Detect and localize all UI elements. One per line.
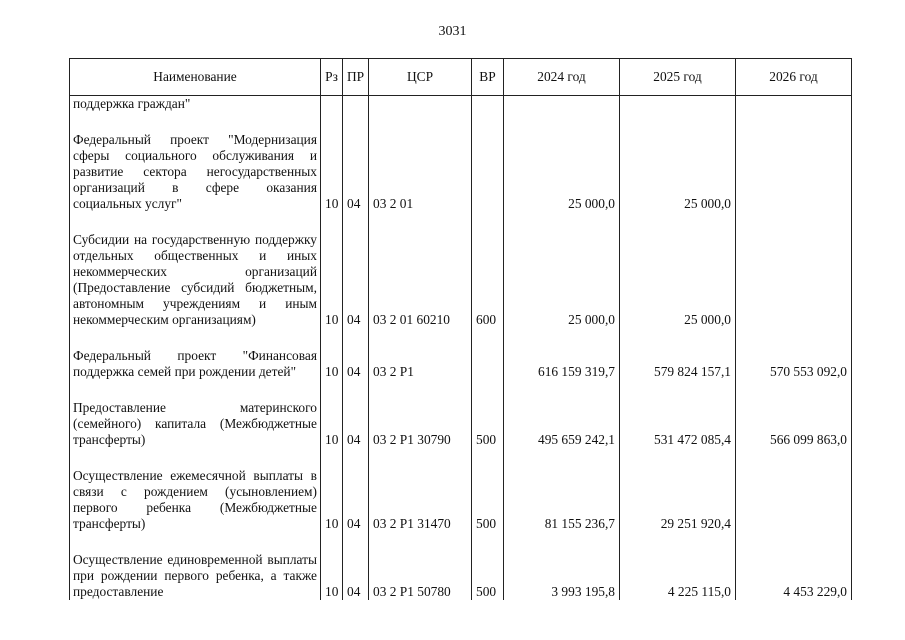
header-2024: 2024 год (504, 59, 620, 96)
row-vr (472, 348, 504, 380)
row-vr: 500 (472, 468, 504, 532)
row-pr: 04 (343, 132, 369, 212)
row-2025: 4 225 115,0 (620, 552, 736, 600)
row-csr: 03 2 01 60210 (369, 232, 472, 328)
row-name: поддержка граждан" (70, 96, 321, 113)
row-csr: 03 2 01 (369, 132, 472, 212)
header-csr: ЦСР (369, 59, 472, 96)
row-pr: 04 (343, 468, 369, 532)
row-rz: 10 (321, 348, 343, 380)
row-csr: 03 2 P1 31470 (369, 468, 472, 532)
row-2026 (736, 468, 852, 532)
row-2025: 531 472 085,4 (620, 400, 736, 448)
row-pr: 04 (343, 348, 369, 380)
header-2025: 2025 год (620, 59, 736, 96)
row-2025: 579 824 157,1 (620, 348, 736, 380)
row-pr: 04 (343, 552, 369, 600)
table-row (70, 348, 852, 380)
row-vr: 500 (472, 400, 504, 448)
row-2025: 25 000,0 (620, 132, 736, 212)
row-rz: 10 (321, 132, 343, 212)
header-vr: ВР (472, 59, 504, 96)
row-rz: 10 (321, 400, 343, 448)
row-rz: 10 (321, 468, 343, 532)
header-2026: 2026 год (736, 59, 852, 96)
row-rz: 10 (321, 552, 343, 600)
row-2024: 495 659 242,1 (504, 400, 620, 448)
table-body (70, 96, 852, 601)
row-2026: 4 453 229,0 (736, 552, 852, 600)
table-row (70, 552, 852, 600)
table-row (70, 400, 852, 448)
row-2026: 566 099 863,0 (736, 400, 852, 448)
page-number: 3031 (438, 24, 467, 39)
row-2026: 570 553 092,0 (736, 348, 852, 380)
row-csr: 03 2 P1 30790 (369, 400, 472, 448)
row-vr: 500 (472, 552, 504, 600)
header-name: Наименование (70, 59, 321, 96)
row-2024: 616 159 319,7 (504, 348, 620, 380)
row-name: Субсидии на государственную поддержку отдельных общественных и иных некоммерческих организаций (Предоставление субсидий бюджетным, автономным учреждениям и иным некоммерческим организациям) (70, 232, 321, 328)
header-pr: ПР (343, 59, 369, 96)
row-vr: 600 (472, 232, 504, 328)
row-pr: 04 (343, 232, 369, 328)
row-2024: 81 155 236,7 (504, 468, 620, 532)
row-name: Осуществление ежемесячной выплаты в связи с рождением (усыновлением) первого ребенка (Межбюджетные трансферты) (70, 468, 321, 532)
row-csr: 03 2 P1 (369, 348, 472, 380)
row-2025: 29 251 920,4 (620, 468, 736, 532)
row-csr: 03 2 P1 50780 (369, 552, 472, 600)
table-header (70, 59, 852, 96)
row-vr (472, 132, 504, 212)
header-rz: Рз (321, 59, 343, 96)
table-row-continuation (70, 96, 852, 113)
table-row (70, 468, 852, 532)
table-row (70, 232, 852, 328)
row-2026 (736, 232, 852, 328)
row-name: Федеральный проект "Финансовая поддержка семей при рождении детей" (70, 348, 321, 380)
row-2024: 25 000,0 (504, 132, 620, 212)
row-2024: 25 000,0 (504, 232, 620, 328)
row-rz: 10 (321, 232, 343, 328)
budget-table (69, 58, 852, 600)
row-2025: 25 000,0 (620, 232, 736, 328)
table-row (70, 132, 852, 212)
row-pr: 04 (343, 400, 369, 448)
row-2026 (736, 132, 852, 212)
row-2024: 3 993 195,8 (504, 552, 620, 600)
row-name: Осуществление единовременной выплаты при рождении первого ребенка, а также предоставление (70, 552, 321, 600)
row-name: Предоставление материнского (семейного) капитала (Межбюджетные трансферты) (70, 400, 321, 448)
row-name: Федеральный проект "Модернизация сферы социального обслуживания и развитие сектора негосударственных организаций в сфере оказания социальных услуг" (70, 132, 321, 212)
